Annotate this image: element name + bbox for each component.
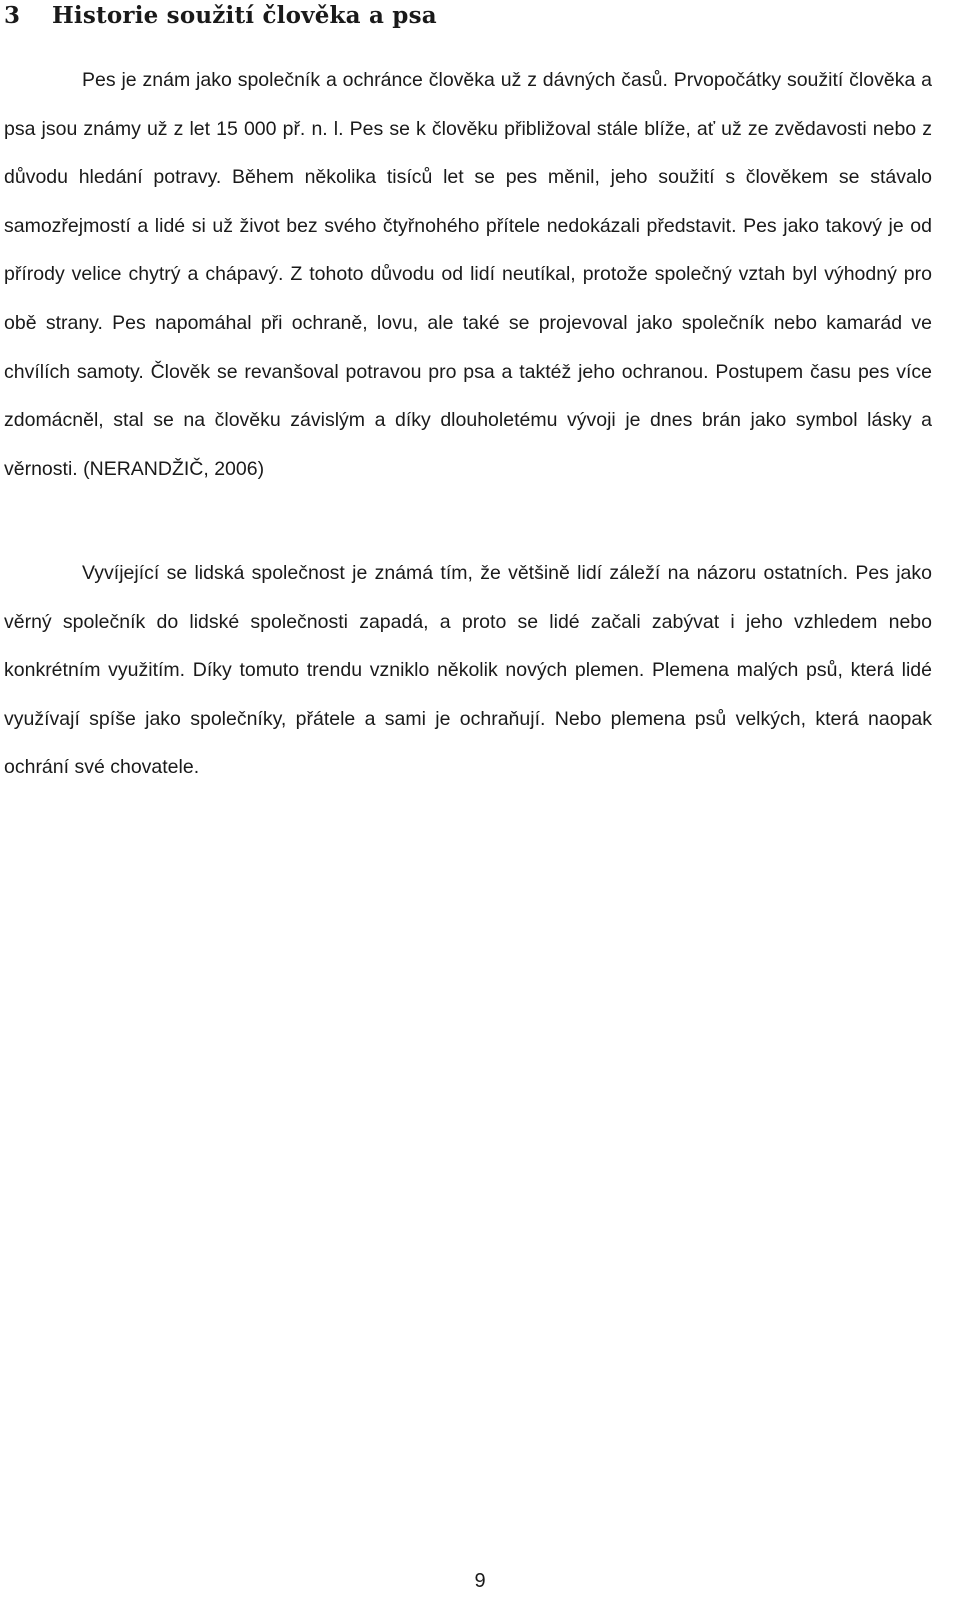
paragraph-2: Vyvíjející se lidská společnost je známá tím, že většině lidí záleží na názoru ostatních. Pes jako věrný společník do lidské společnosti zapadá, a proto se lidé začali zabývat i jeho vzhledem nebo konkrétním využitím. Díky tomuto trendu vzniklo několik nových plemen. Plemena malých psů, která lidé využívají spíše jako společníky, přátele a sami je ochraňují. Nebo plemena psů velkých, která naopak ochrání své chovatele. [4, 562, 932, 779]
page-number: 9 [474, 1570, 486, 1592]
section-title: Historie soužití člověka a psa [52, 2, 437, 29]
section-heading [4, 0, 944, 32]
section-number: 3 [4, 2, 21, 29]
paragraph-1: Pes je znám jako společník a ochránce člověka už z dávných časů. Prvopočátky soužití člověka a psa jsou známy už z let 15 000 př. n. l. Pes se k člověku přibližoval stále blíže, ať už ze zvědavosti nebo z důvodu hledání potravy. Během několika tisíců let se pes měnil, jeho soužití s člověkem se stávalo samozřejmostí a lidé si už život bez svého čtyřnohého přítele nedokázali představit. Pes jako takový je od přírody velice chytrý a chápavý. Z tohoto důvodu od lidí neutíkal, protože společný vztah byl výhodný pro obě strany. Pes napomáhal při ochraně, lovu, ale také se projevoval jako společník nebo kamarád ve chvílích samoty. Člověk se revanšoval potravou pro psa a taktéž jeho ochranou. Postupem času pes více zdomácněl, stal se na člověku závislým a díky dlouholetému vývoji je dnes brán jako symbol lásky a věrnosti. (NERANDŽIČ, 2006) [4, 69, 932, 480]
